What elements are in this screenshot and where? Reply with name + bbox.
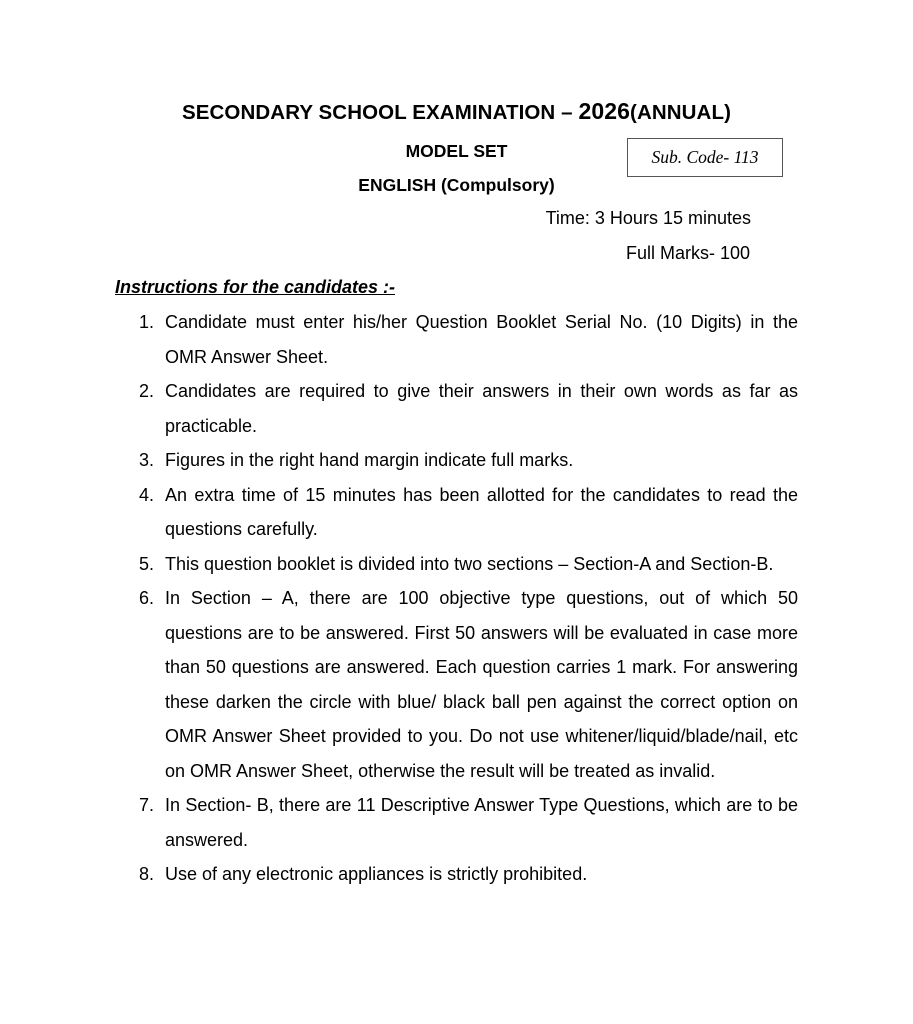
instruction-text: In Section – A, there are 100 objective type questions, out of which 50 questions are to be answered. First 50 answers will be evaluated in case more than 50 questions are answered. Each question carries 1 mark. For answering these darken the circle with blue/ black ball pen against the correct option on OMR Answer Sheet provided to you. Do not use whitener/liquid/blade/nail, etc on OMR Answer Sheet, otherwise the result will be treated as invalid. xyxy=(165,588,798,781)
instruction-item xyxy=(0,374,913,443)
instruction-number: 1. xyxy=(139,312,155,332)
instruction-item xyxy=(0,443,913,478)
model-set-label: MODEL SET xyxy=(405,141,508,161)
instruction-number: 2. xyxy=(139,381,155,401)
instruction-text: Use of any electronic appliances is strictly prohibited. xyxy=(165,864,588,884)
instruction-number: 8. xyxy=(139,864,155,884)
instruction-text: Candidate must enter his/her Question Booklet Serial No. (10 Digits) in the OMR Answer Sheet. xyxy=(165,312,798,367)
instruction-text: This question booklet is divided into two sections – Section-A and Section-B. xyxy=(165,553,774,574)
instruction-text: An extra time of 15 minutes has been allotted for the candidates to read the questions carefully. xyxy=(165,484,798,539)
instruction-number: 4. xyxy=(139,484,155,505)
instruction-item xyxy=(0,305,913,374)
instruction-item xyxy=(0,857,913,892)
instruction-item xyxy=(0,788,913,857)
instruction-text: In Section- B, there are 11 Descriptive Answer Type Questions, which are to be answered. xyxy=(165,795,798,850)
subject-name: ENGLISH (Compulsory) xyxy=(358,175,555,195)
instruction-item xyxy=(0,581,913,788)
instruction-number: 5. xyxy=(139,553,155,574)
exam-title-main: SECONDARY SCHOOL EXAMINATION – xyxy=(181,101,579,124)
instruction-text: Candidates are required to give their answers in their own words as far as practicable. xyxy=(165,381,798,436)
subject-code-text: Sub. Code- 113 xyxy=(651,147,759,167)
instruction-item xyxy=(0,547,913,582)
instruction-number: 7. xyxy=(139,795,155,815)
instruction-number: 6. xyxy=(139,588,155,608)
exam-title-suffix: (ANNUAL) xyxy=(630,101,732,124)
instruction-item xyxy=(0,478,913,547)
instruction-number: 3. xyxy=(139,450,155,470)
instructions-list xyxy=(0,305,913,892)
exam-year: 2026 xyxy=(578,98,631,124)
instructions-heading: Instructions for the candidates :- xyxy=(115,277,396,297)
exam-title xyxy=(0,98,913,125)
exam-time: Time: 3 Hours 15 minutes xyxy=(545,208,751,228)
instruction-text: Figures in the right hand margin indicate full marks. xyxy=(165,450,574,470)
subject-code-box xyxy=(627,138,783,177)
full-marks: Full Marks- 100 xyxy=(625,243,750,263)
